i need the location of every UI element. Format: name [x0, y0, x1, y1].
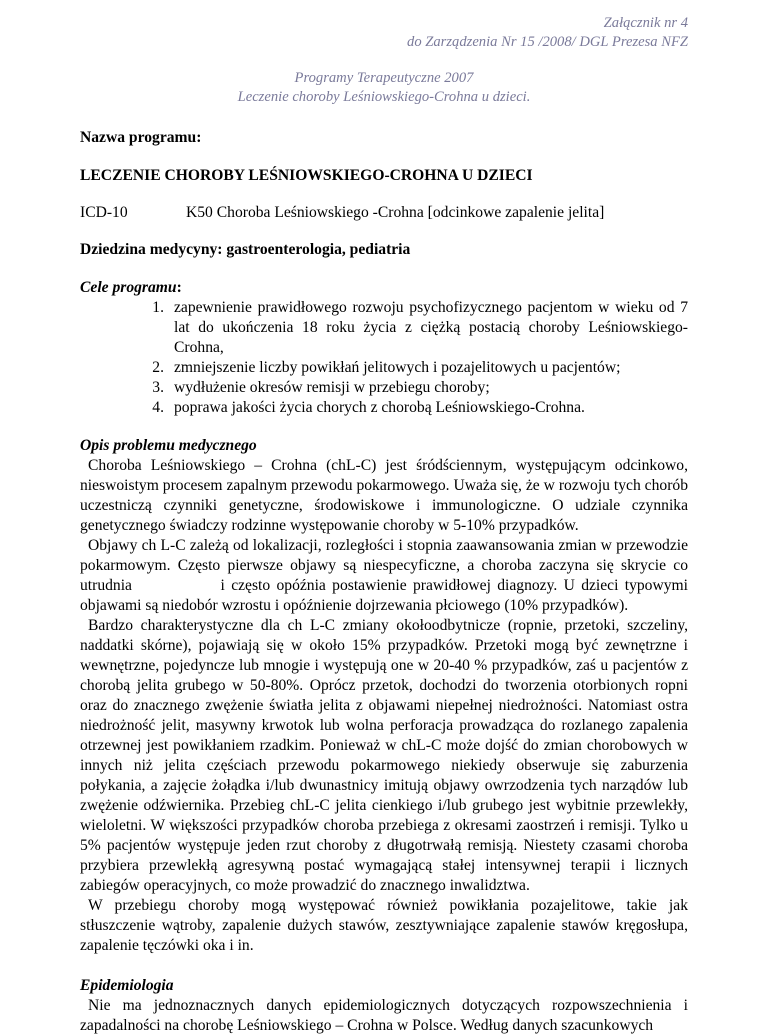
goal-number: 1. — [152, 299, 164, 316]
problem-section-title: Opis problemu medycznego — [80, 437, 257, 454]
goal-text: wydłużenie okresów remisji w przebiegu choroby; — [174, 379, 490, 396]
annex-header — [80, 14, 688, 52]
goal-text: zmniejszenie liczby powikłań jelitowych i pozajelitowych u pacjentów; — [174, 359, 621, 376]
goal-item — [80, 378, 688, 398]
programs-line-1: Programy Terapeutyczne 2007 — [294, 70, 474, 86]
goal-item — [80, 358, 688, 378]
goals-title-label: Cele programu — [80, 279, 177, 296]
annex-line-2: do Zarządzenia Nr 15 /2008/ DGL Prezesa NFZ — [407, 34, 688, 50]
icd-label: ICD-10 — [80, 204, 128, 221]
epidemiology-section-title: Epidemiologia — [80, 977, 174, 994]
epidemiology-paragraph: Nie ma jednoznacznych danych epidemiologicznych dotyczących rozpowszechnienia i zapadalności na chorobę Leśniowskiego – Crohna w Polsce. Według danych szacunkowych — [80, 997, 688, 1034]
medical-domain: Dziedzina medycyny: gastroenterologia, pediatria — [80, 241, 411, 258]
icd-value: K50 Choroba Leśniowskiego -Crohna [odcinkowe zapalenie jelita] — [186, 204, 605, 221]
programs-line-2: Leczenie choroby Leśniowskiego-Crohna u dzieci. — [237, 89, 531, 105]
icd-row — [80, 203, 688, 223]
goal-number: 3. — [152, 379, 164, 396]
program-name: LECZENIE CHOROBY LEŚNIOWSKIEGO-CROHNA U DZIECI — [80, 167, 533, 184]
goal-number: 2. — [152, 359, 164, 376]
problem-paragraph: Bardzo charakterystyczne dla ch L-C zmiany okołoodbytnicze (ropnie, przetoki, szczeliny, naddatki skórne), pojawiają się w około 15% przypadków. Przetoki mogą być zewnętrzne i wewnętrzne, pojedyncze lub mnogie i występują one w 20-40 % przypadków, zaś u pacjentów z chorobą jelita grubego w 50-80%. Oprócz przetok, dochodzi do tworzenia otorbionych ropni oraz do znacznego zwężenie światła jelita z objawami niepełnej niedrożności. Natomiast ostra niedrożność jelit, masywny krwotok lub wolna perforacja prowadząca do rozlanego zapalenia otrzewnej jest powikłaniem rzadkim. Ponieważ w chL-C może dojść do zmian chorobowych w innych niż jelita częściach przewodu pokarmowego niekiedy obserwuje się zaburzenia połykania, a zajęcie żołądka i/lub dwunastnicy imitują objawy owrzodzenia tych narządów lub zwężenie odźwiernika. Przebieg chL-C jelita cienkiego i/lub grubego jest wybitnie przewlekły, wieloletni. W większości przypadków choroba przebiega z okresami zaostrzeń i remisji. Tylko u 5% pacjentów występuje jeden rzut choroby z długotrwałą remisją. Niestety czasami choroba przybiera przewlekłą agresywną postać wymagającą stałej intensywnej terapii i licznych zabiegów operacyjnych, co może prowadzić do znacznego inwalidztwa. — [80, 617, 688, 894]
program-name-label: Nazwa programu: — [80, 129, 202, 146]
goal-text: zapewnienie prawidłowego rozwoju psychofizycznego pacjentom w wieku od 7 lat do ukończenia 18 roku życia z ciężką postacią choroby Leśniowskiego-Crohna, — [174, 299, 688, 356]
goals-list — [80, 298, 688, 418]
goal-item — [80, 298, 688, 358]
goal-number: 4. — [152, 399, 164, 416]
annex-line-1: Załącznik nr 4 — [603, 15, 688, 31]
goal-text: poprawa jakości życia chorych z chorobą Leśniowskiego-Crohna. — [174, 399, 585, 416]
goals-title-colon: : — [176, 279, 182, 296]
goal-item — [80, 398, 688, 418]
programs-header — [80, 69, 688, 107]
problem-paragraph: W przebiegu choroby mogą występować również powikłania pozajelitowe, takie jak stłuszczenie wątroby, zapalenie dużych stawów, zesztywniające zapalenie stawów kręgosłupa, zapalenie tęczówki oka i in. — [80, 897, 688, 954]
problem-paragraph: Objawy ch L-C zależą od lokalizacji, rozległości i stopnia zaawansowania zmian w przewodzie pokarmowym. Często pierwsze objawy są niespecyficzne, a choroba zaczyna się skrycie co utrudnia i często opóźnia postawienie prawidłowej diagnozy. U dzieci typowymi objawami są niedobór wzrostu i opóźnienie dojrzewania płciowego (10% przypadków). — [80, 537, 692, 614]
document-page — [80, 14, 692, 1036]
problem-paragraph: Choroba Leśniowskiego – Crohna (chL-C) jest śródściennym, występującym odcinkowo, nieswoistym procesem zapalnym przewodu pokarmowego. Uważa się, że w rozwoju tych chorób uczestniczą czynniki genetyczne, środowiskowe i immunologiczne. O udziale czynnika genetycznego świadczy rodzinne występowanie choroby w 5-10% przypadków. — [80, 457, 688, 534]
goals-title — [80, 278, 688, 298]
